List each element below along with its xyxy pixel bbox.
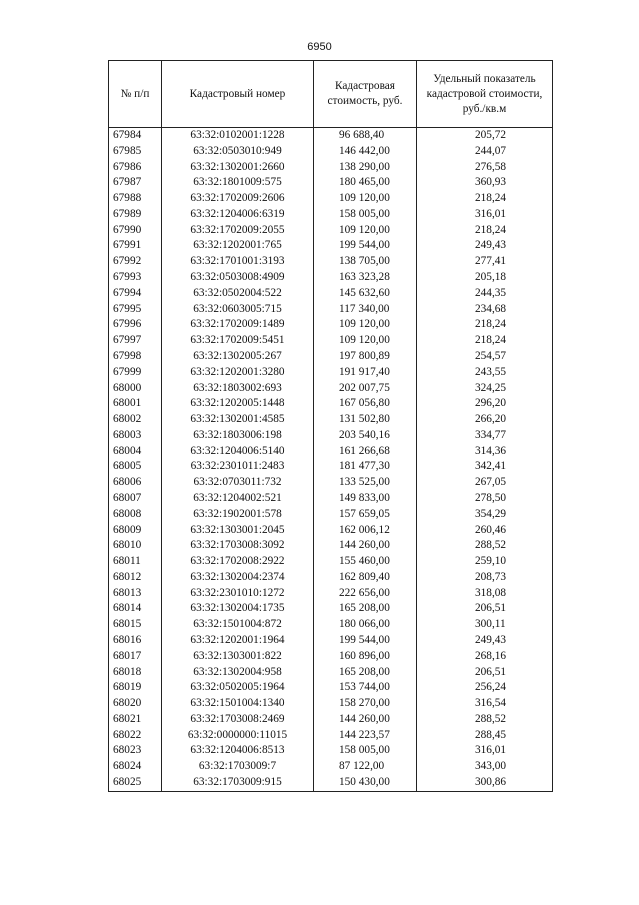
cell-row-number: 68006 [109, 475, 162, 491]
cell-cadastral-value: 138 290,00 [314, 160, 417, 176]
cell-unit-indicator: 267,05 [417, 475, 553, 491]
cell-cadastral-value: 150 430,00 [314, 775, 417, 791]
cell-cadastral-value: 146 442,00 [314, 144, 417, 160]
cell-cadastral-value: 162 006,12 [314, 523, 417, 539]
table-row [109, 365, 553, 381]
cell-row-number: 68012 [109, 570, 162, 586]
cell-cadastral-value: 109 120,00 [314, 333, 417, 349]
cell-cadastral-number: 63:32:0703011:732 [162, 475, 314, 491]
cell-unit-indicator: 316,54 [417, 696, 553, 712]
cell-cadastral-number: 63:32:2301011:2483 [162, 459, 314, 475]
cell-cadastral-value: 181 477,30 [314, 459, 417, 475]
cell-cadastral-value: 203 540,16 [314, 428, 417, 444]
cell-row-number: 68021 [109, 712, 162, 728]
table-row [109, 270, 553, 286]
table-row [109, 775, 553, 791]
cell-cadastral-number: 63:32:1202001:3280 [162, 365, 314, 381]
cell-cadastral-number: 63:32:1703009:915 [162, 775, 314, 791]
cell-unit-indicator: 334,77 [417, 428, 553, 444]
cell-unit-indicator: 316,01 [417, 207, 553, 223]
table-row [109, 680, 553, 696]
cell-row-number: 67985 [109, 144, 162, 160]
cell-cadastral-value: 180 066,00 [314, 617, 417, 633]
cell-row-number: 68019 [109, 680, 162, 696]
table-body [109, 128, 553, 792]
cell-unit-indicator: 218,24 [417, 333, 553, 349]
cell-unit-indicator: 360,93 [417, 175, 553, 191]
cell-row-number: 67989 [109, 207, 162, 223]
table-row [109, 459, 553, 475]
cell-unit-indicator: 249,43 [417, 238, 553, 254]
table-row [109, 412, 553, 428]
cell-unit-indicator: 316,01 [417, 743, 553, 759]
table-row [109, 491, 553, 507]
cell-unit-indicator: 260,46 [417, 523, 553, 539]
cell-cadastral-value: 222 656,00 [314, 586, 417, 602]
cell-row-number: 68003 [109, 428, 162, 444]
cell-cadastral-value: 109 120,00 [314, 191, 417, 207]
cell-cadastral-number: 63:32:1703009:7 [162, 759, 314, 775]
table-row [109, 175, 553, 191]
cell-cadastral-number: 63:32:1302004:2374 [162, 570, 314, 586]
cell-row-number: 68023 [109, 743, 162, 759]
cell-cadastral-number: 63:32:1703008:3092 [162, 538, 314, 554]
cell-cadastral-number: 63:32:1204006:8513 [162, 743, 314, 759]
cell-cadastral-value: 191 917,40 [314, 365, 417, 381]
cell-cadastral-value: 158 005,00 [314, 207, 417, 223]
header-cadastral-number: Кадастровый номер [162, 61, 314, 128]
cell-cadastral-number: 63:32:1303001:822 [162, 649, 314, 665]
cell-cadastral-number: 63:32:0503008:4909 [162, 270, 314, 286]
table-row [109, 444, 553, 460]
table-row [109, 191, 553, 207]
table-row [109, 349, 553, 365]
table-row [109, 128, 553, 144]
table-row [109, 586, 553, 602]
cell-unit-indicator: 342,41 [417, 459, 553, 475]
cell-row-number: 67997 [109, 333, 162, 349]
cell-row-number: 67996 [109, 317, 162, 333]
table-row [109, 538, 553, 554]
table-row [109, 743, 553, 759]
cell-row-number: 68000 [109, 381, 162, 397]
table-row [109, 254, 553, 270]
cell-cadastral-value: 109 120,00 [314, 223, 417, 239]
cell-row-number: 67987 [109, 175, 162, 191]
cell-cadastral-number: 63:32:1703008:2469 [162, 712, 314, 728]
cell-unit-indicator: 218,24 [417, 317, 553, 333]
cell-cadastral-number: 63:32:1204002:521 [162, 491, 314, 507]
table-row [109, 144, 553, 160]
cell-cadastral-number: 63:32:0502005:1964 [162, 680, 314, 696]
cell-cadastral-value: 138 705,00 [314, 254, 417, 270]
cell-unit-indicator: 288,52 [417, 538, 553, 554]
cell-unit-indicator: 277,41 [417, 254, 553, 270]
cell-row-number: 67993 [109, 270, 162, 286]
table-row [109, 333, 553, 349]
cell-cadastral-value: 180 465,00 [314, 175, 417, 191]
cell-cadastral-value: 87 122,00 [314, 759, 417, 775]
cell-cadastral-number: 63:32:1202001:1964 [162, 633, 314, 649]
cell-row-number: 68002 [109, 412, 162, 428]
header-unit-indicator: Удельный показатель кадастровой стоимости, руб./кв.м [417, 61, 553, 128]
table-row [109, 160, 553, 176]
cell-unit-indicator: 244,35 [417, 286, 553, 302]
cell-cadastral-value: 161 266,68 [314, 444, 417, 460]
cell-row-number: 68011 [109, 554, 162, 570]
cell-row-number: 67999 [109, 365, 162, 381]
cell-cadastral-value: 145 632,60 [314, 286, 417, 302]
cell-cadastral-number: 63:32:1803002:693 [162, 381, 314, 397]
cell-row-number: 68018 [109, 665, 162, 681]
table-row [109, 428, 553, 444]
table-row [109, 554, 553, 570]
cell-cadastral-number: 63:32:1702009:2055 [162, 223, 314, 239]
cell-cadastral-value: 158 005,00 [314, 743, 417, 759]
cell-row-number: 68008 [109, 507, 162, 523]
cell-row-number: 68024 [109, 759, 162, 775]
table-row [109, 649, 553, 665]
cell-cadastral-number: 63:32:1501004:872 [162, 617, 314, 633]
cell-row-number: 67991 [109, 238, 162, 254]
page-number: 6950 [307, 41, 332, 53]
cell-row-number: 68013 [109, 586, 162, 602]
cell-cadastral-value: 149 833,00 [314, 491, 417, 507]
cell-cadastral-number: 63:32:0503010:949 [162, 144, 314, 160]
cell-row-number: 68016 [109, 633, 162, 649]
cell-unit-indicator: 218,24 [417, 223, 553, 239]
cell-unit-indicator: 296,20 [417, 396, 553, 412]
cell-cadastral-value: 157 659,05 [314, 507, 417, 523]
cell-row-number: 68009 [109, 523, 162, 539]
cell-cadastral-number: 63:32:1702008:2922 [162, 554, 314, 570]
cell-row-number: 68007 [109, 491, 162, 507]
cell-row-number: 68001 [109, 396, 162, 412]
table-row [109, 317, 553, 333]
table-row [109, 570, 553, 586]
cell-cadastral-number: 63:32:1204006:5140 [162, 444, 314, 460]
cell-row-number: 68004 [109, 444, 162, 460]
cell-row-number: 68025 [109, 775, 162, 791]
table-row [109, 286, 553, 302]
cell-row-number: 67988 [109, 191, 162, 207]
cell-unit-indicator: 259,10 [417, 554, 553, 570]
cell-cadastral-value: 153 744,00 [314, 680, 417, 696]
cell-unit-indicator: 288,45 [417, 728, 553, 744]
cell-row-number: 68014 [109, 601, 162, 617]
cell-row-number: 68020 [109, 696, 162, 712]
cell-unit-indicator: 300,11 [417, 617, 553, 633]
cell-unit-indicator: 276,58 [417, 160, 553, 176]
cell-unit-indicator: 343,00 [417, 759, 553, 775]
cell-cadastral-value: 199 544,00 [314, 238, 417, 254]
cell-row-number: 67995 [109, 302, 162, 318]
cell-unit-indicator: 244,07 [417, 144, 553, 160]
cell-unit-indicator: 314,36 [417, 444, 553, 460]
cell-cadastral-number: 63:32:1302001:2660 [162, 160, 314, 176]
header-row-number: № п/п [109, 61, 162, 128]
cell-row-number: 67998 [109, 349, 162, 365]
cell-row-number: 68010 [109, 538, 162, 554]
cell-unit-indicator: 205,18 [417, 270, 553, 286]
cell-unit-indicator: 218,24 [417, 191, 553, 207]
cadastral-value-table [108, 60, 553, 792]
cell-cadastral-value: 163 323,28 [314, 270, 417, 286]
cell-cadastral-number: 63:32:1303001:2045 [162, 523, 314, 539]
cell-cadastral-number: 63:32:1202001:765 [162, 238, 314, 254]
cell-row-number: 68017 [109, 649, 162, 665]
cell-cadastral-value: 160 896,00 [314, 649, 417, 665]
cell-cadastral-number: 63:32:1302004:958 [162, 665, 314, 681]
table-row [109, 475, 553, 491]
cell-cadastral-value: 158 270,00 [314, 696, 417, 712]
cell-cadastral-number: 63:32:1204006:6319 [162, 207, 314, 223]
cell-cadastral-value: 167 056,80 [314, 396, 417, 412]
cell-cadastral-value: 165 208,00 [314, 665, 417, 681]
table-row [109, 712, 553, 728]
table-row [109, 523, 553, 539]
cell-cadastral-value: 162 809,40 [314, 570, 417, 586]
table-row [109, 381, 553, 397]
cell-cadastral-number: 63:32:1202005:1448 [162, 396, 314, 412]
cell-unit-indicator: 300,86 [417, 775, 553, 791]
cell-cadastral-number: 63:32:1803006:198 [162, 428, 314, 444]
cell-row-number: 68022 [109, 728, 162, 744]
table-row [109, 759, 553, 775]
cell-row-number: 68005 [109, 459, 162, 475]
cell-unit-indicator: 266,20 [417, 412, 553, 428]
cell-cadastral-number: 63:32:1902001:578 [162, 507, 314, 523]
cell-cadastral-number: 63:32:1702009:5451 [162, 333, 314, 349]
cell-cadastral-value: 133 525,00 [314, 475, 417, 491]
cell-cadastral-number: 63:32:2301010:1272 [162, 586, 314, 602]
cell-cadastral-value: 155 460,00 [314, 554, 417, 570]
cell-cadastral-number: 63:32:1302004:1735 [162, 601, 314, 617]
cell-unit-indicator: 318,08 [417, 586, 553, 602]
cell-cadastral-number: 63:32:1701001:3193 [162, 254, 314, 270]
cell-unit-indicator: 205,72 [417, 128, 553, 144]
cell-cadastral-number: 63:32:1302001:4585 [162, 412, 314, 428]
table-row [109, 302, 553, 318]
cell-unit-indicator: 208,73 [417, 570, 553, 586]
cell-unit-indicator: 206,51 [417, 601, 553, 617]
cell-row-number: 67992 [109, 254, 162, 270]
cell-cadastral-number: 63:32:0000000:11015 [162, 728, 314, 744]
table-header [109, 61, 553, 128]
cell-unit-indicator: 324,25 [417, 381, 553, 397]
cell-cadastral-value: 202 007,75 [314, 381, 417, 397]
cell-cadastral-value: 144 223,57 [314, 728, 417, 744]
cell-row-number: 67984 [109, 128, 162, 144]
cell-cadastral-number: 63:32:0502004:522 [162, 286, 314, 302]
table-row [109, 507, 553, 523]
table-row [109, 396, 553, 412]
cell-cadastral-number: 63:32:1702009:1489 [162, 317, 314, 333]
table-row [109, 633, 553, 649]
cell-row-number: 67990 [109, 223, 162, 239]
cell-cadastral-value: 144 260,00 [314, 538, 417, 554]
cell-unit-indicator: 249,43 [417, 633, 553, 649]
table-row [109, 665, 553, 681]
cell-cadastral-number: 63:32:1801009:575 [162, 175, 314, 191]
table-row [109, 207, 553, 223]
table-row [109, 696, 553, 712]
cell-cadastral-value: 117 340,00 [314, 302, 417, 318]
cell-cadastral-value: 165 208,00 [314, 601, 417, 617]
header-cadastral-value: Кадастровая стоимость, руб. [314, 61, 417, 128]
table-row [109, 223, 553, 239]
cell-unit-indicator: 354,29 [417, 507, 553, 523]
cell-unit-indicator: 243,55 [417, 365, 553, 381]
cell-unit-indicator: 278,50 [417, 491, 553, 507]
cell-row-number: 67986 [109, 160, 162, 176]
cell-cadastral-value: 96 688,40 [314, 128, 417, 144]
cell-cadastral-number: 63:32:1702009:2606 [162, 191, 314, 207]
cell-cadastral-number: 63:32:1302005:267 [162, 349, 314, 365]
cell-cadastral-value: 144 260,00 [314, 712, 417, 728]
cell-cadastral-value: 131 502,80 [314, 412, 417, 428]
cell-unit-indicator: 268,16 [417, 649, 553, 665]
cell-unit-indicator: 254,57 [417, 349, 553, 365]
table-row [109, 601, 553, 617]
table-row [109, 617, 553, 633]
cell-cadastral-number: 63:32:0102001:1228 [162, 128, 314, 144]
cell-unit-indicator: 256,24 [417, 680, 553, 696]
table-row [109, 728, 553, 744]
cell-cadastral-value: 199 544,00 [314, 633, 417, 649]
cell-cadastral-number: 63:32:0603005:715 [162, 302, 314, 318]
cell-cadastral-value: 109 120,00 [314, 317, 417, 333]
cell-row-number: 67994 [109, 286, 162, 302]
cell-cadastral-number: 63:32:1501004:1340 [162, 696, 314, 712]
cell-row-number: 68015 [109, 617, 162, 633]
cell-unit-indicator: 234,68 [417, 302, 553, 318]
cell-unit-indicator: 206,51 [417, 665, 553, 681]
cell-unit-indicator: 288,52 [417, 712, 553, 728]
cell-cadastral-value: 197 800,89 [314, 349, 417, 365]
table-row [109, 238, 553, 254]
